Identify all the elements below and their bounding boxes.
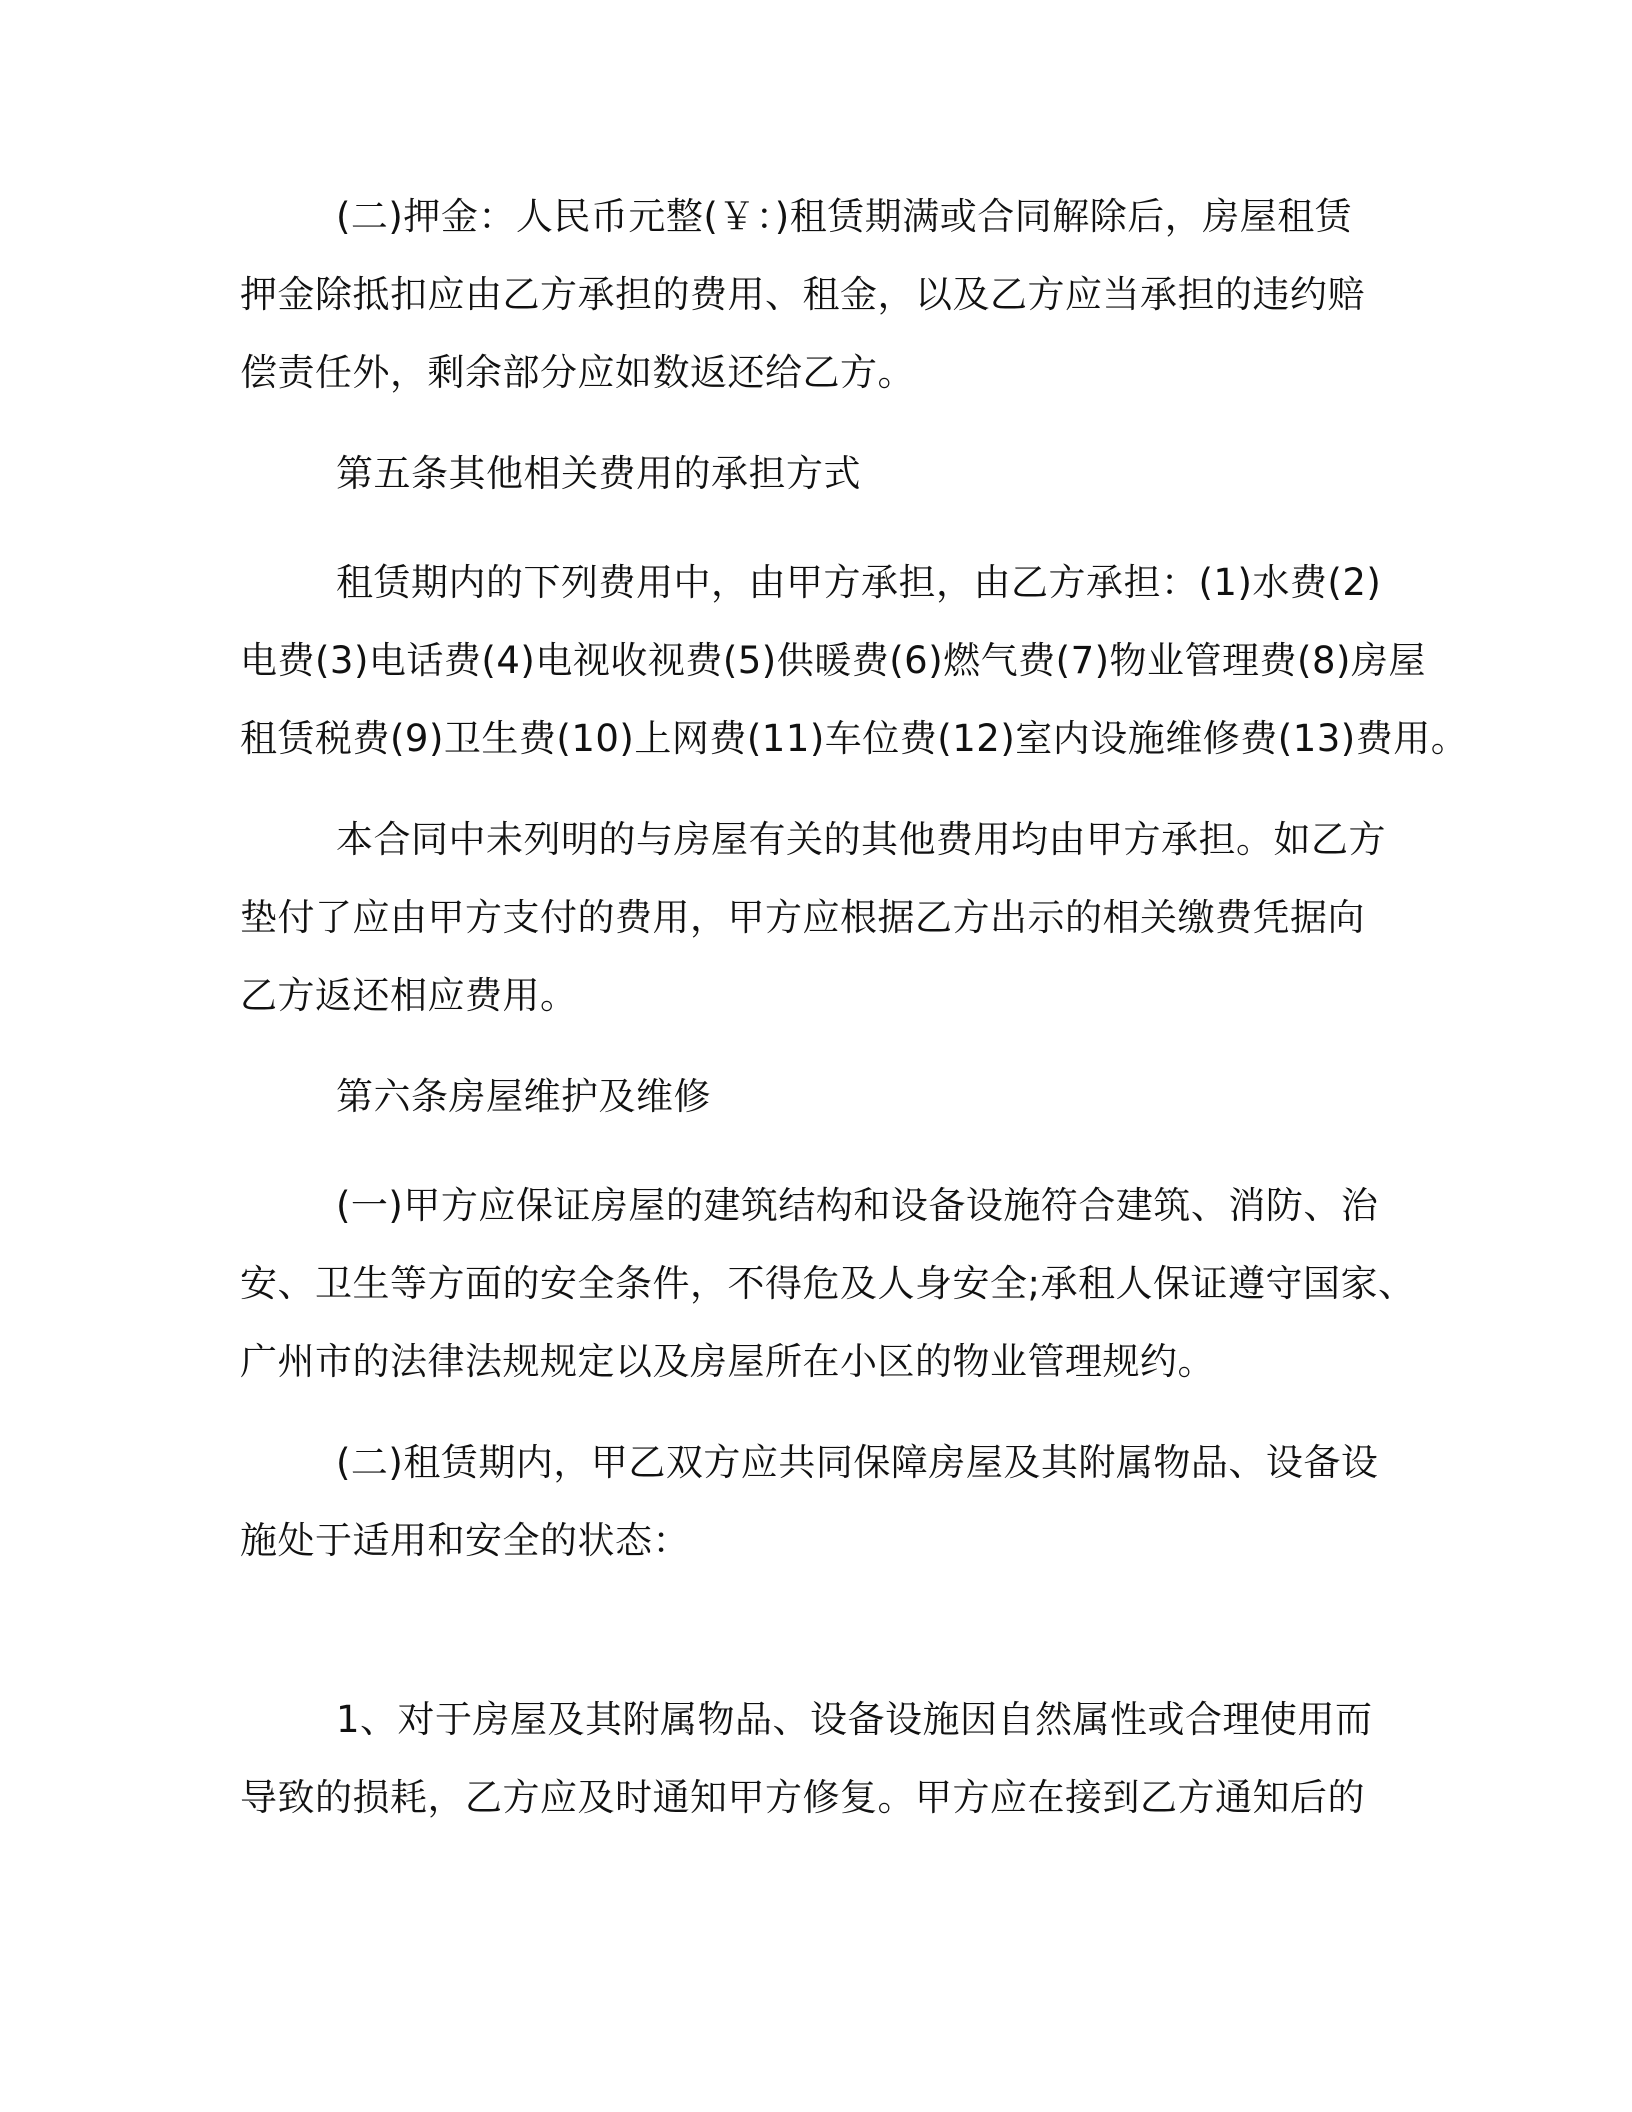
- paragraph-other-fees: [240, 801, 1440, 1035]
- text-line: 广州市的法律法规规定以及房屋所在小区的物业管理规约。: [240, 1340, 1215, 1383]
- text-line: (二)押金：人民币元整(￥：)租赁期满或合同解除后，房屋租赁: [336, 195, 1353, 238]
- section-heading: 第六条房屋维护及维修: [336, 1075, 711, 1118]
- text-line: 施处于适用和安全的状态：: [240, 1519, 690, 1562]
- text-line: (一)甲方应保证房屋的建筑结构和设备设施符合建筑、消防、治: [336, 1184, 1379, 1227]
- paragraph-safety: [240, 1167, 1440, 1401]
- text-line: 偿责任外，剩余部分应如数返还给乙方。: [240, 351, 915, 394]
- paragraph-fees-list: [240, 544, 1469, 778]
- text-line: 本合同中未列明的与房屋有关的其他费用均由甲方承担。如乙方: [336, 818, 1386, 861]
- text-line: 垫付了应由甲方支付的费用，甲方应根据乙方出示的相关缴费凭据向: [240, 896, 1365, 939]
- text-line: 乙方返还相应费用。: [240, 974, 578, 1017]
- text-line: 安、卫生等方面的安全条件，不得危及人身安全;承租人保证遵守国家、: [240, 1262, 1416, 1305]
- paragraph-deposit: [240, 178, 1440, 412]
- heading-article-6: [240, 1058, 1440, 1136]
- text-line: 押金除抵扣应由乙方承担的费用、租金，以及乙方应当承担的违约赔: [240, 273, 1365, 316]
- section-heading: 第五条其他相关费用的承担方式: [336, 452, 861, 495]
- text-line: (二)租赁期内，甲乙双方应共同保障房屋及其附属物品、设备设: [336, 1441, 1379, 1484]
- text-line: 租赁税费(9)卫生费(10)上网费(11)车位费(12)室内设施维修费(13)费用。: [240, 717, 1469, 760]
- text-line: 1、对于房屋及其附属物品、设备设施因自然属性或合理使用而: [336, 1698, 1373, 1741]
- heading-article-5: [240, 435, 1440, 513]
- text-line: 租赁期内的下列费用中，由甲方承担，由乙方承担：(1)水费(2): [336, 561, 1382, 604]
- text-line: 电费(3)电话费(4)电视收视费(5)供暖费(6)燃气费(7)物业管理费(8)房屋: [240, 639, 1426, 682]
- paragraph-repair: [240, 1681, 1440, 1837]
- text-line: 导致的损耗，乙方应及时通知甲方修复。甲方应在接到乙方通知后的: [240, 1776, 1365, 1819]
- paragraph-maintenance: [240, 1424, 1440, 1580]
